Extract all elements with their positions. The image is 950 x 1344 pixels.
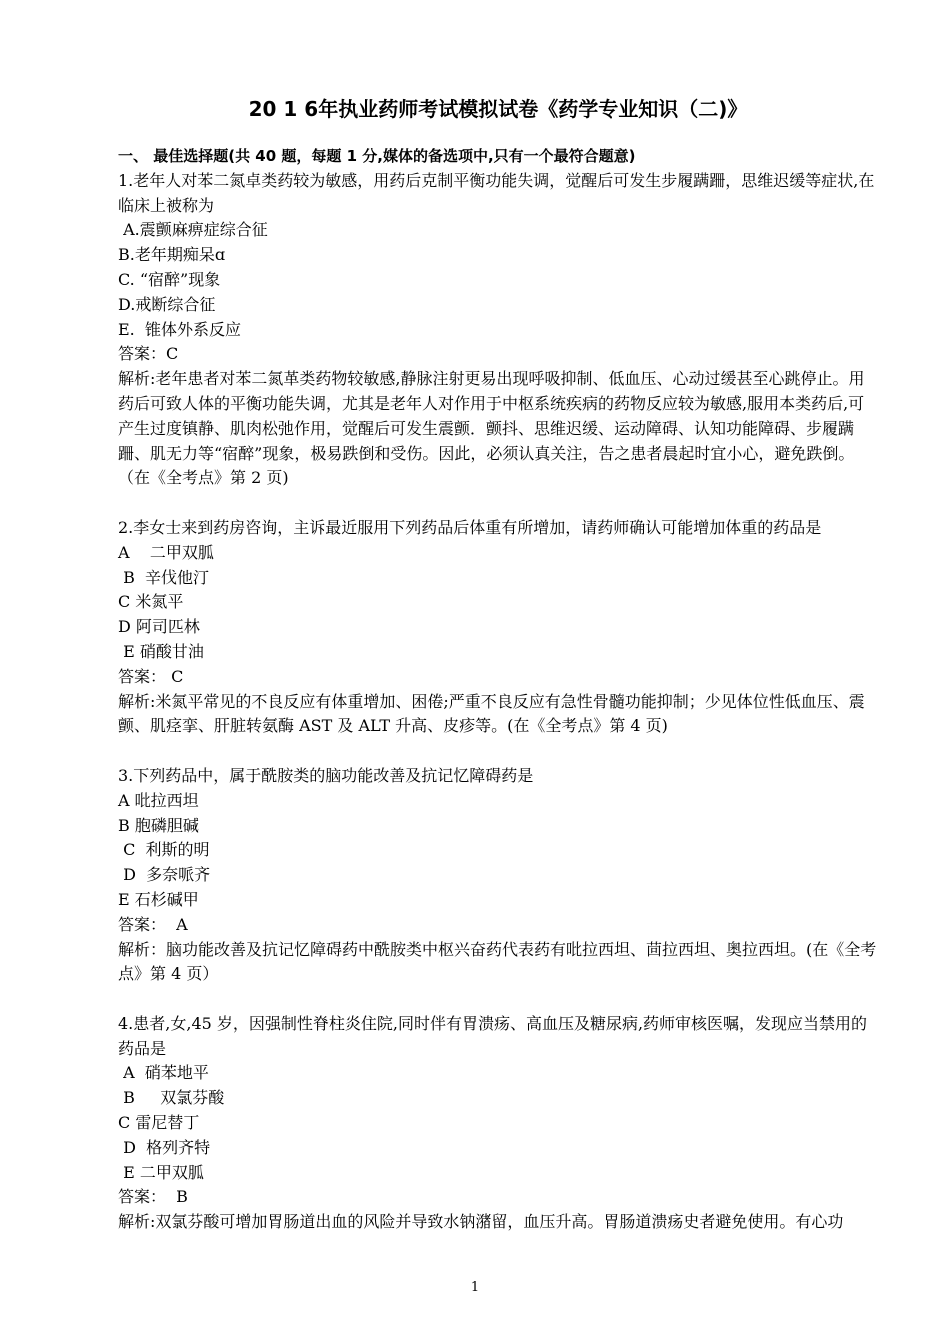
option-e: E 二甲双胍 bbox=[118, 1162, 204, 1182]
option-a: A 二甲双胍 bbox=[118, 542, 214, 562]
question-stem: 1.老年人对苯二氮卓类药较为敏感，用药后克制平衡功能失调，觉醒后可发生步履蹒跚，思维迟缓等症状,在临床上被称为 bbox=[118, 170, 875, 215]
question-3 bbox=[118, 764, 878, 987]
option-a: A 硝苯地平 bbox=[118, 1063, 209, 1083]
analysis: 解析:米氮平常见的不良反应有体重增加、困倦;严重不良反应有急性骨髓功能抑制；少见体位性低血压、震颤、肌痉挛、肝脏转氨酶 AST 及 ALT 升高、皮疹等。(在《全考点》第 4 页) bbox=[118, 691, 865, 736]
answer: 答案：C bbox=[118, 344, 179, 364]
question-1 bbox=[118, 169, 878, 491]
option-a: A 吡拉西坦 bbox=[118, 790, 199, 810]
option-d: D 格列齐特 bbox=[118, 1137, 211, 1157]
option-d: D 多奈哌齐 bbox=[118, 865, 211, 885]
page-number: 1 bbox=[470, 1280, 480, 1295]
answer: 答案： B bbox=[118, 1187, 188, 1207]
document-title: 20 1 6年执业药师考试模拟试卷《药学专业知识（二)》 bbox=[248, 97, 748, 121]
option-e: E. 锥体外系反应 bbox=[118, 319, 241, 339]
option-b: B.老年期痴呆ɑ bbox=[118, 245, 226, 265]
option-b: B 双氯芬酸 bbox=[118, 1088, 225, 1108]
analysis: 解析：脑功能改善及抗记忆障碍药中酰胺类中枢兴奋药代表药有吡拉西坦、茴拉西坦、奥拉西坦。(在《全考点》第 4 页） bbox=[118, 939, 877, 984]
document-page bbox=[118, 96, 878, 1235]
option-e: E 硝酸甘油 bbox=[118, 641, 204, 661]
question-stem: 4.患者,女,45 岁，因强制性脊柱炎住院,同时伴有胃溃疡、高血压及糖尿病,药师审核医嘱，发现应当禁用的药品是 bbox=[118, 1013, 868, 1058]
option-c: C. “宿醉”现象 bbox=[118, 269, 221, 289]
option-d: D.戒断综合征 bbox=[118, 294, 216, 314]
section-heading: 一、 最佳选择题(共 40 题，每题 1 分,媒体的备选项中,只有一个最符合题意) bbox=[118, 147, 636, 165]
answer: 答案： A bbox=[118, 914, 188, 934]
option-b: B 胞磷胆碱 bbox=[118, 815, 199, 835]
option-b: B 辛伐他汀 bbox=[118, 567, 210, 587]
analysis: 解析:老年患者对苯二氮革类药物较敏感,静脉注射更易出现呼吸抑制、低血压、心动过缓甚至心跳停止。用药后可致人体的平衡功能失调，尤其是老年人对作用于中枢系统疾病的药物反应较为敏感,服用本类药后,可产生过度镇静、肌肉松弛作用，觉醒后可发生震颤．颤抖、思维迟缓、运动障碍、认知功能障碍、步履蹒跚、肌无力等“宿醉”现象，极易跌倒和受伤。因此，必须认真关注，告之患者晨起时宜小心，避免跌倒。（在《全考点》第 2 页) bbox=[118, 369, 865, 488]
option-c: C 米氮平 bbox=[118, 592, 184, 612]
question-4 bbox=[118, 1012, 878, 1235]
question-stem: 2.李女士来到药房咨询，主诉最近服用下列药品后体重有所增加，请药师确认可能增加体重的药品是 bbox=[118, 517, 822, 537]
option-d: D 阿司匹林 bbox=[118, 617, 200, 637]
option-c: C 雷尼替丁 bbox=[118, 1113, 200, 1133]
option-e: E 石杉碱甲 bbox=[118, 889, 199, 909]
option-a: A.震颤麻痹症综合征 bbox=[118, 220, 268, 240]
option-c: C 利斯的明 bbox=[118, 840, 210, 860]
answer: 答案： C bbox=[118, 666, 184, 686]
question-2 bbox=[118, 516, 878, 739]
analysis: 解析:双氯芬酸可增加胃肠道出血的风险并导致水钠潴留，血压升高。胃肠道溃疡史者避免使用。有心功 bbox=[118, 1212, 844, 1232]
question-stem: 3.下列药品中，属于酰胺类的脑功能改善及抗记忆障碍药是 bbox=[118, 765, 534, 785]
